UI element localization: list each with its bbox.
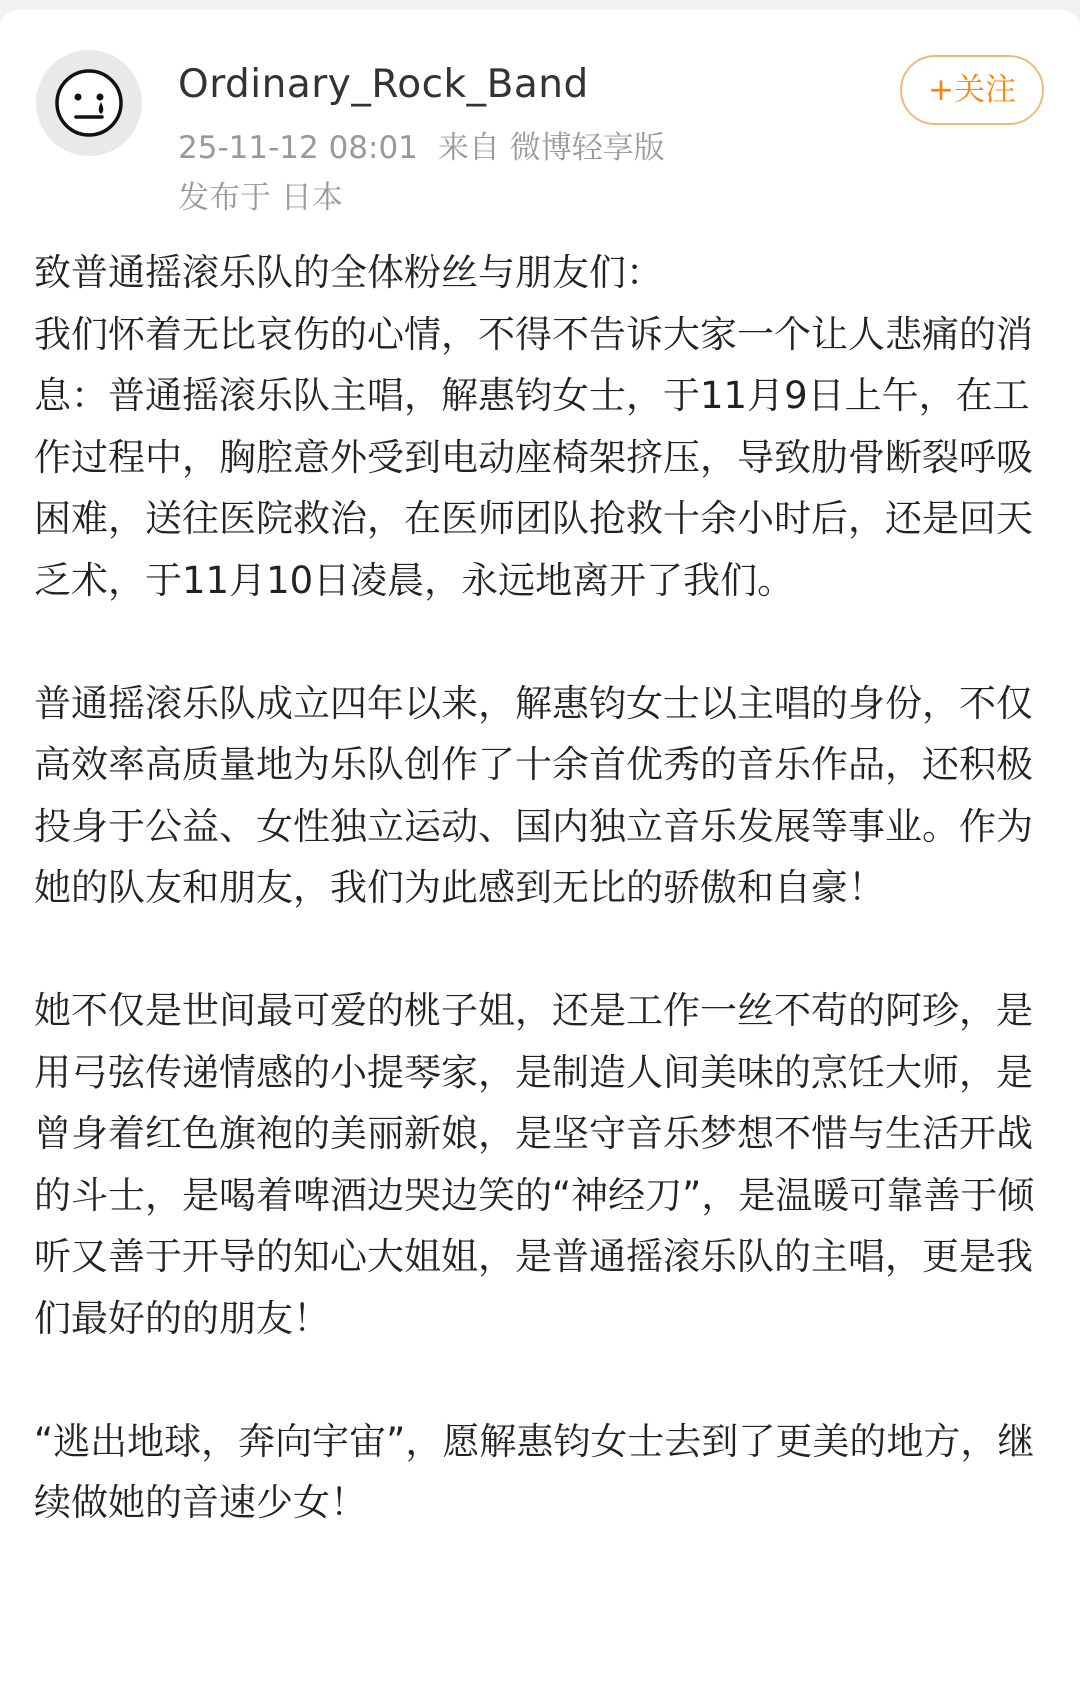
sad-face-icon [54,68,124,138]
post-location: 发布于 日本 [178,180,343,216]
post-paragraph-salutation: 致普通摇滚乐队的全体粉丝与朋友们： [34,251,663,294]
post-paragraph-announcement: 我们怀着无比哀伤的心情，不得不告诉大家一个让人悲痛的消息：普通摇滚乐队主唱，解惠钧女士，于11月9日上午，在工作过程中，胸腔意外受到电动座椅架挤压，导致肋骨断裂呼吸困难，送往医院救治，在医师团队抢救十余小时后，还是回天乏术，于11月10日凌晨，永远地离开了我们。 [34,312,1033,602]
post-paragraph-tribute: 普通摇滚乐队成立四年以来，解惠钧女士以主唱的身份，不仅高效率高质量地为乐队创作了十余首优秀的音乐作品，还积极投身于公益、女性独立运动、国内独立音乐发展等事业。作为她的队友和朋友，我们为此感到无比的骄傲和自豪！ [34,681,1033,909]
author-name[interactable]: Ordinary_Rock_Band [178,62,589,107]
post-source: 来自 微博轻享版 [437,130,665,166]
post-paragraph-farewell: “逃出地球，奔向宇宙”，愿解惠钧女士去到了更美的地方，继续做她的音速少女！ [34,1419,1035,1524]
weibo-post-card [0,10,1080,1706]
post-meta [178,122,665,167]
post-content [34,242,1052,1534]
follow-button[interactable]: +关注 [900,55,1044,125]
post-timestamp: 25-11-12 08:01 [178,130,418,166]
avatar[interactable] [36,50,142,156]
post-paragraph-memories: 她不仅是世间最可爱的桃子姐，还是工作一丝不苟的阿珍，是用弓弦传递情感的小提琴家，是制造人间美味的烹饪大师，是曾身着红色旗袍的美丽新娘，是坚守音乐梦想不惜与生活开战的斗士，是喝着啤酒边哭边笑的“神经刀”，是温暖可靠善于倾听又善于开导的知心大姐姐，是普通摇滚乐队的主唱，更是我们最好的的朋友！ [34,989,1035,1340]
